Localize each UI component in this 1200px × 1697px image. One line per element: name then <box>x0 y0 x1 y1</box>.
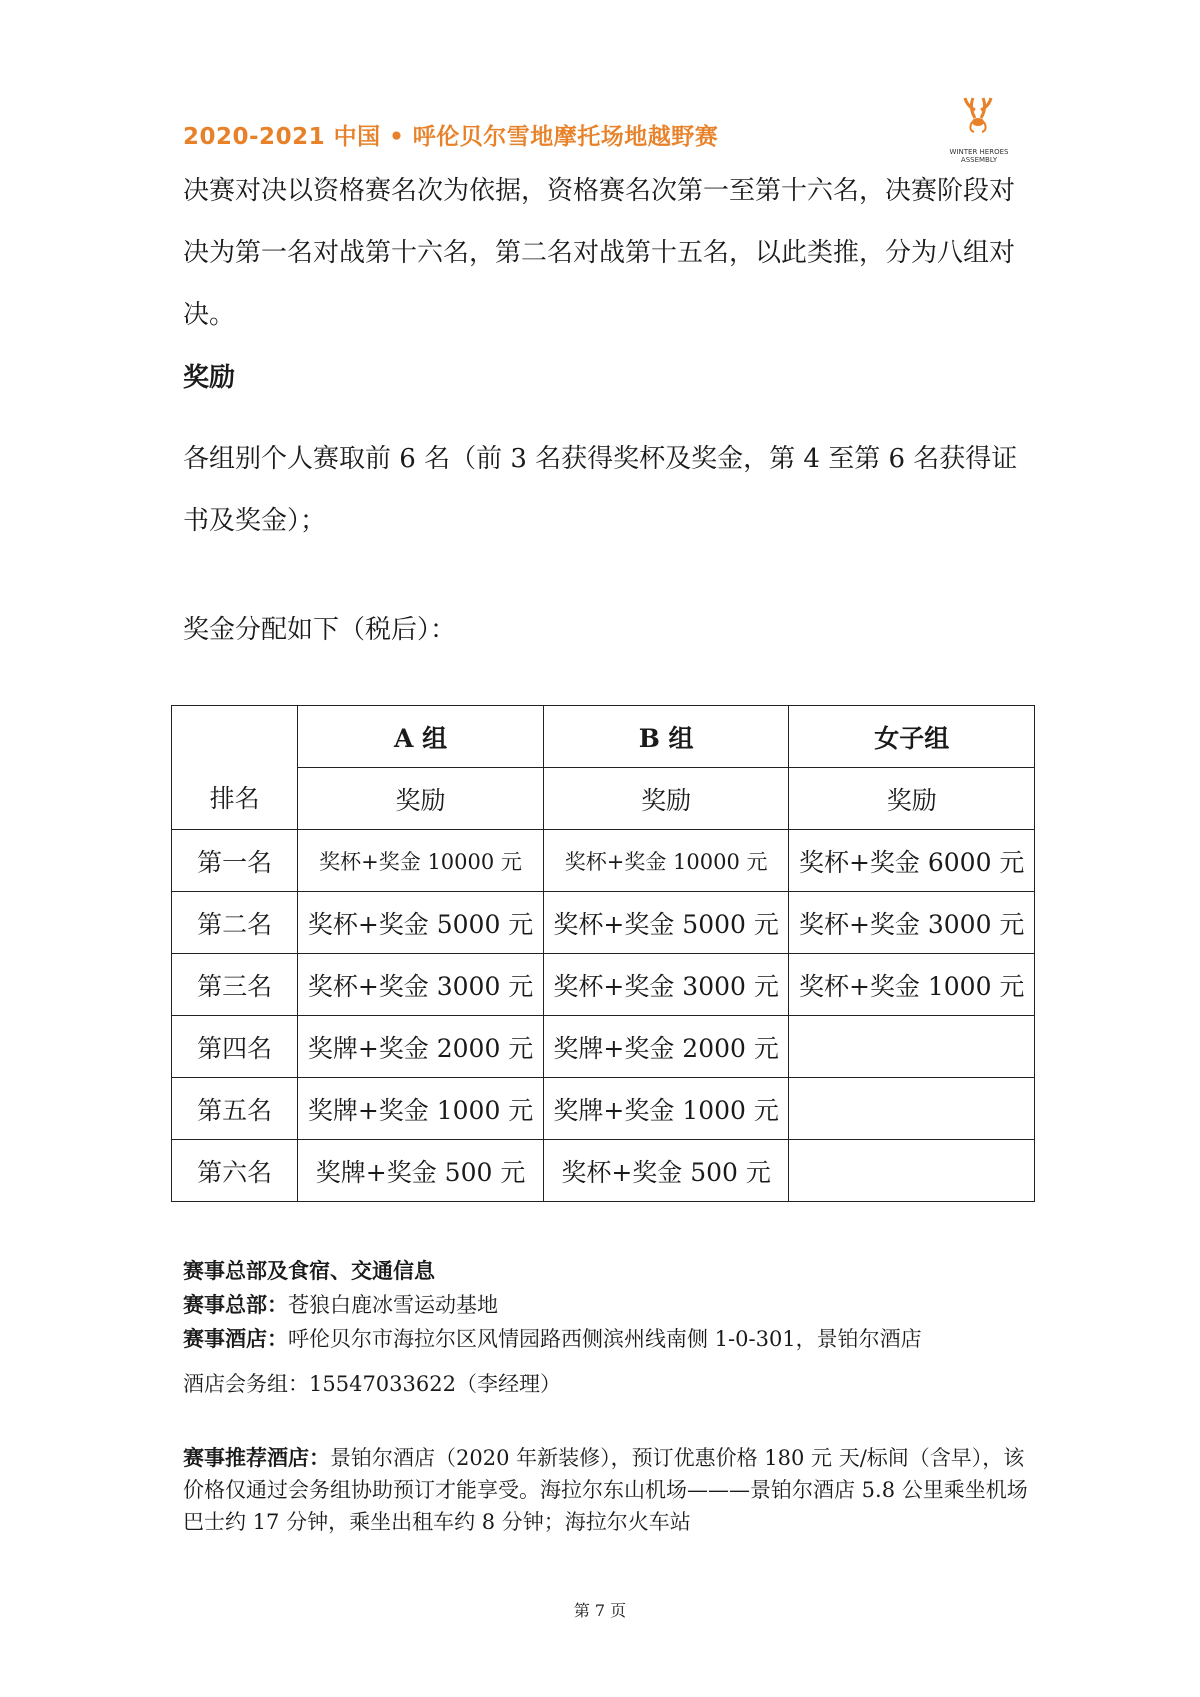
group-women-header: 女子组 <box>789 706 1035 768</box>
page-number: 第 7 页 <box>573 1601 627 1620</box>
recommend-value: 景铂尔酒店（2020 年新装修），预订优惠价格 180 元 天/标间（含早），该价格仅通过会务组协助预订才能享受。海拉尔东山机场———景铂尔酒店 5.8 公里乘坐机场巴士约 17 分钟，乘坐出租车约 8 分钟；海拉尔火车站 <box>183 1446 1028 1534</box>
prize-cell: 奖杯+奖金 5000 元 <box>543 892 789 954</box>
reward-label-a: 奖励 <box>298 768 544 830</box>
reward-heading: 奖励 <box>183 363 236 393</box>
hotel-value: 呼伦贝尔市海拉尔区风情园路西侧滨州线南侧 1-0-301，景铂尔酒店 <box>288 1327 922 1351</box>
table-row <box>172 1140 1035 1202</box>
info-section-title <box>183 1255 1033 1285</box>
info-section-title-text: 赛事总部及食宿、交通信息 <box>183 1259 435 1283</box>
prize-cell: 奖牌+奖金 1000 元 <box>298 1078 544 1140</box>
prize-cell: 奖杯+奖金 3000 元 <box>543 954 789 1016</box>
prize-cell: 奖杯+奖金 1000 元 <box>789 954 1035 1016</box>
logo-caption: WINTER HEROES ASSEMBLY <box>949 148 1009 164</box>
hotel-label: 赛事酒店： <box>183 1327 288 1351</box>
prize-cell: 奖牌+奖金 2000 元 <box>543 1016 789 1078</box>
reward-label-b: 奖励 <box>543 768 789 830</box>
reward-label-w: 奖励 <box>789 768 1035 830</box>
info-hq <box>183 1289 1033 1319</box>
table-header-row <box>172 706 1035 768</box>
hq-label: 赛事总部： <box>183 1293 288 1317</box>
prize-cell <box>789 1078 1035 1140</box>
prize-table <box>171 705 1035 1202</box>
recommend-label: 赛事推荐酒店： <box>183 1446 330 1470</box>
paragraph-final-rules: 决赛对决以资格赛名次为依据，资格赛名次第一至第十六名，决赛阶段对决为第一名对战第十六名，第二名对战第十五名，以此类推，分为八组对决。 <box>183 176 1016 330</box>
rank-header: 排名 <box>172 706 298 830</box>
rank-cell: 第四名 <box>172 1016 298 1078</box>
prize-cell: 奖杯+奖金 6000 元 <box>789 830 1035 892</box>
page-header <box>183 112 1013 164</box>
prize-cell <box>789 1140 1035 1202</box>
group-b-header: B 组 <box>543 706 789 768</box>
info-recommend <box>183 1442 1033 1538</box>
table-subheader-row <box>172 768 1035 830</box>
prize-cell: 奖牌+奖金 2000 元 <box>298 1016 544 1078</box>
prize-cell: 奖杯+奖金 10000 元 <box>298 830 544 892</box>
prize-cell: 奖牌+奖金 1000 元 <box>543 1078 789 1140</box>
prize-cell: 奖杯+奖金 3000 元 <box>298 954 544 1016</box>
table-row <box>172 830 1035 892</box>
info-hotel <box>183 1323 1033 1353</box>
prize-cell: 奖杯+奖金 3000 元 <box>789 892 1035 954</box>
info-service: 酒店会务组：15547033622（李经理） <box>183 1372 561 1396</box>
rank-cell: 第六名 <box>172 1140 298 1202</box>
table-row <box>172 1078 1035 1140</box>
deer-logo-icon <box>945 88 1013 150</box>
paragraph-reward-rules: 各组别个人赛取前 6 名（前 3 名获得奖杯及奖金，第 4 至第 6 名获得证书及奖金）； <box>183 444 1018 536</box>
rank-cell: 第二名 <box>172 892 298 954</box>
rank-cell: 第五名 <box>172 1078 298 1140</box>
table-row <box>172 892 1035 954</box>
prize-cell: 奖牌+奖金 500 元 <box>298 1140 544 1202</box>
prize-cell: 奖杯+奖金 500 元 <box>543 1140 789 1202</box>
rank-cell: 第三名 <box>172 954 298 1016</box>
prize-cell: 奖杯+奖金 5000 元 <box>298 892 544 954</box>
rank-cell: 第一名 <box>172 830 298 892</box>
hq-value: 苍狼白鹿冰雪运动基地 <box>288 1293 498 1317</box>
table-row <box>172 1016 1035 1078</box>
group-a-header: A 组 <box>298 706 544 768</box>
table-row <box>172 954 1035 1016</box>
prize-cell: 奖杯+奖金 10000 元 <box>543 830 789 892</box>
paragraph-prize-intro: 奖金分配如下（税后）： <box>183 615 457 645</box>
header-title: 2020-2021 中国 • 呼伦贝尔雪地摩托场地越野赛 <box>183 124 719 150</box>
prize-cell <box>789 1016 1035 1078</box>
